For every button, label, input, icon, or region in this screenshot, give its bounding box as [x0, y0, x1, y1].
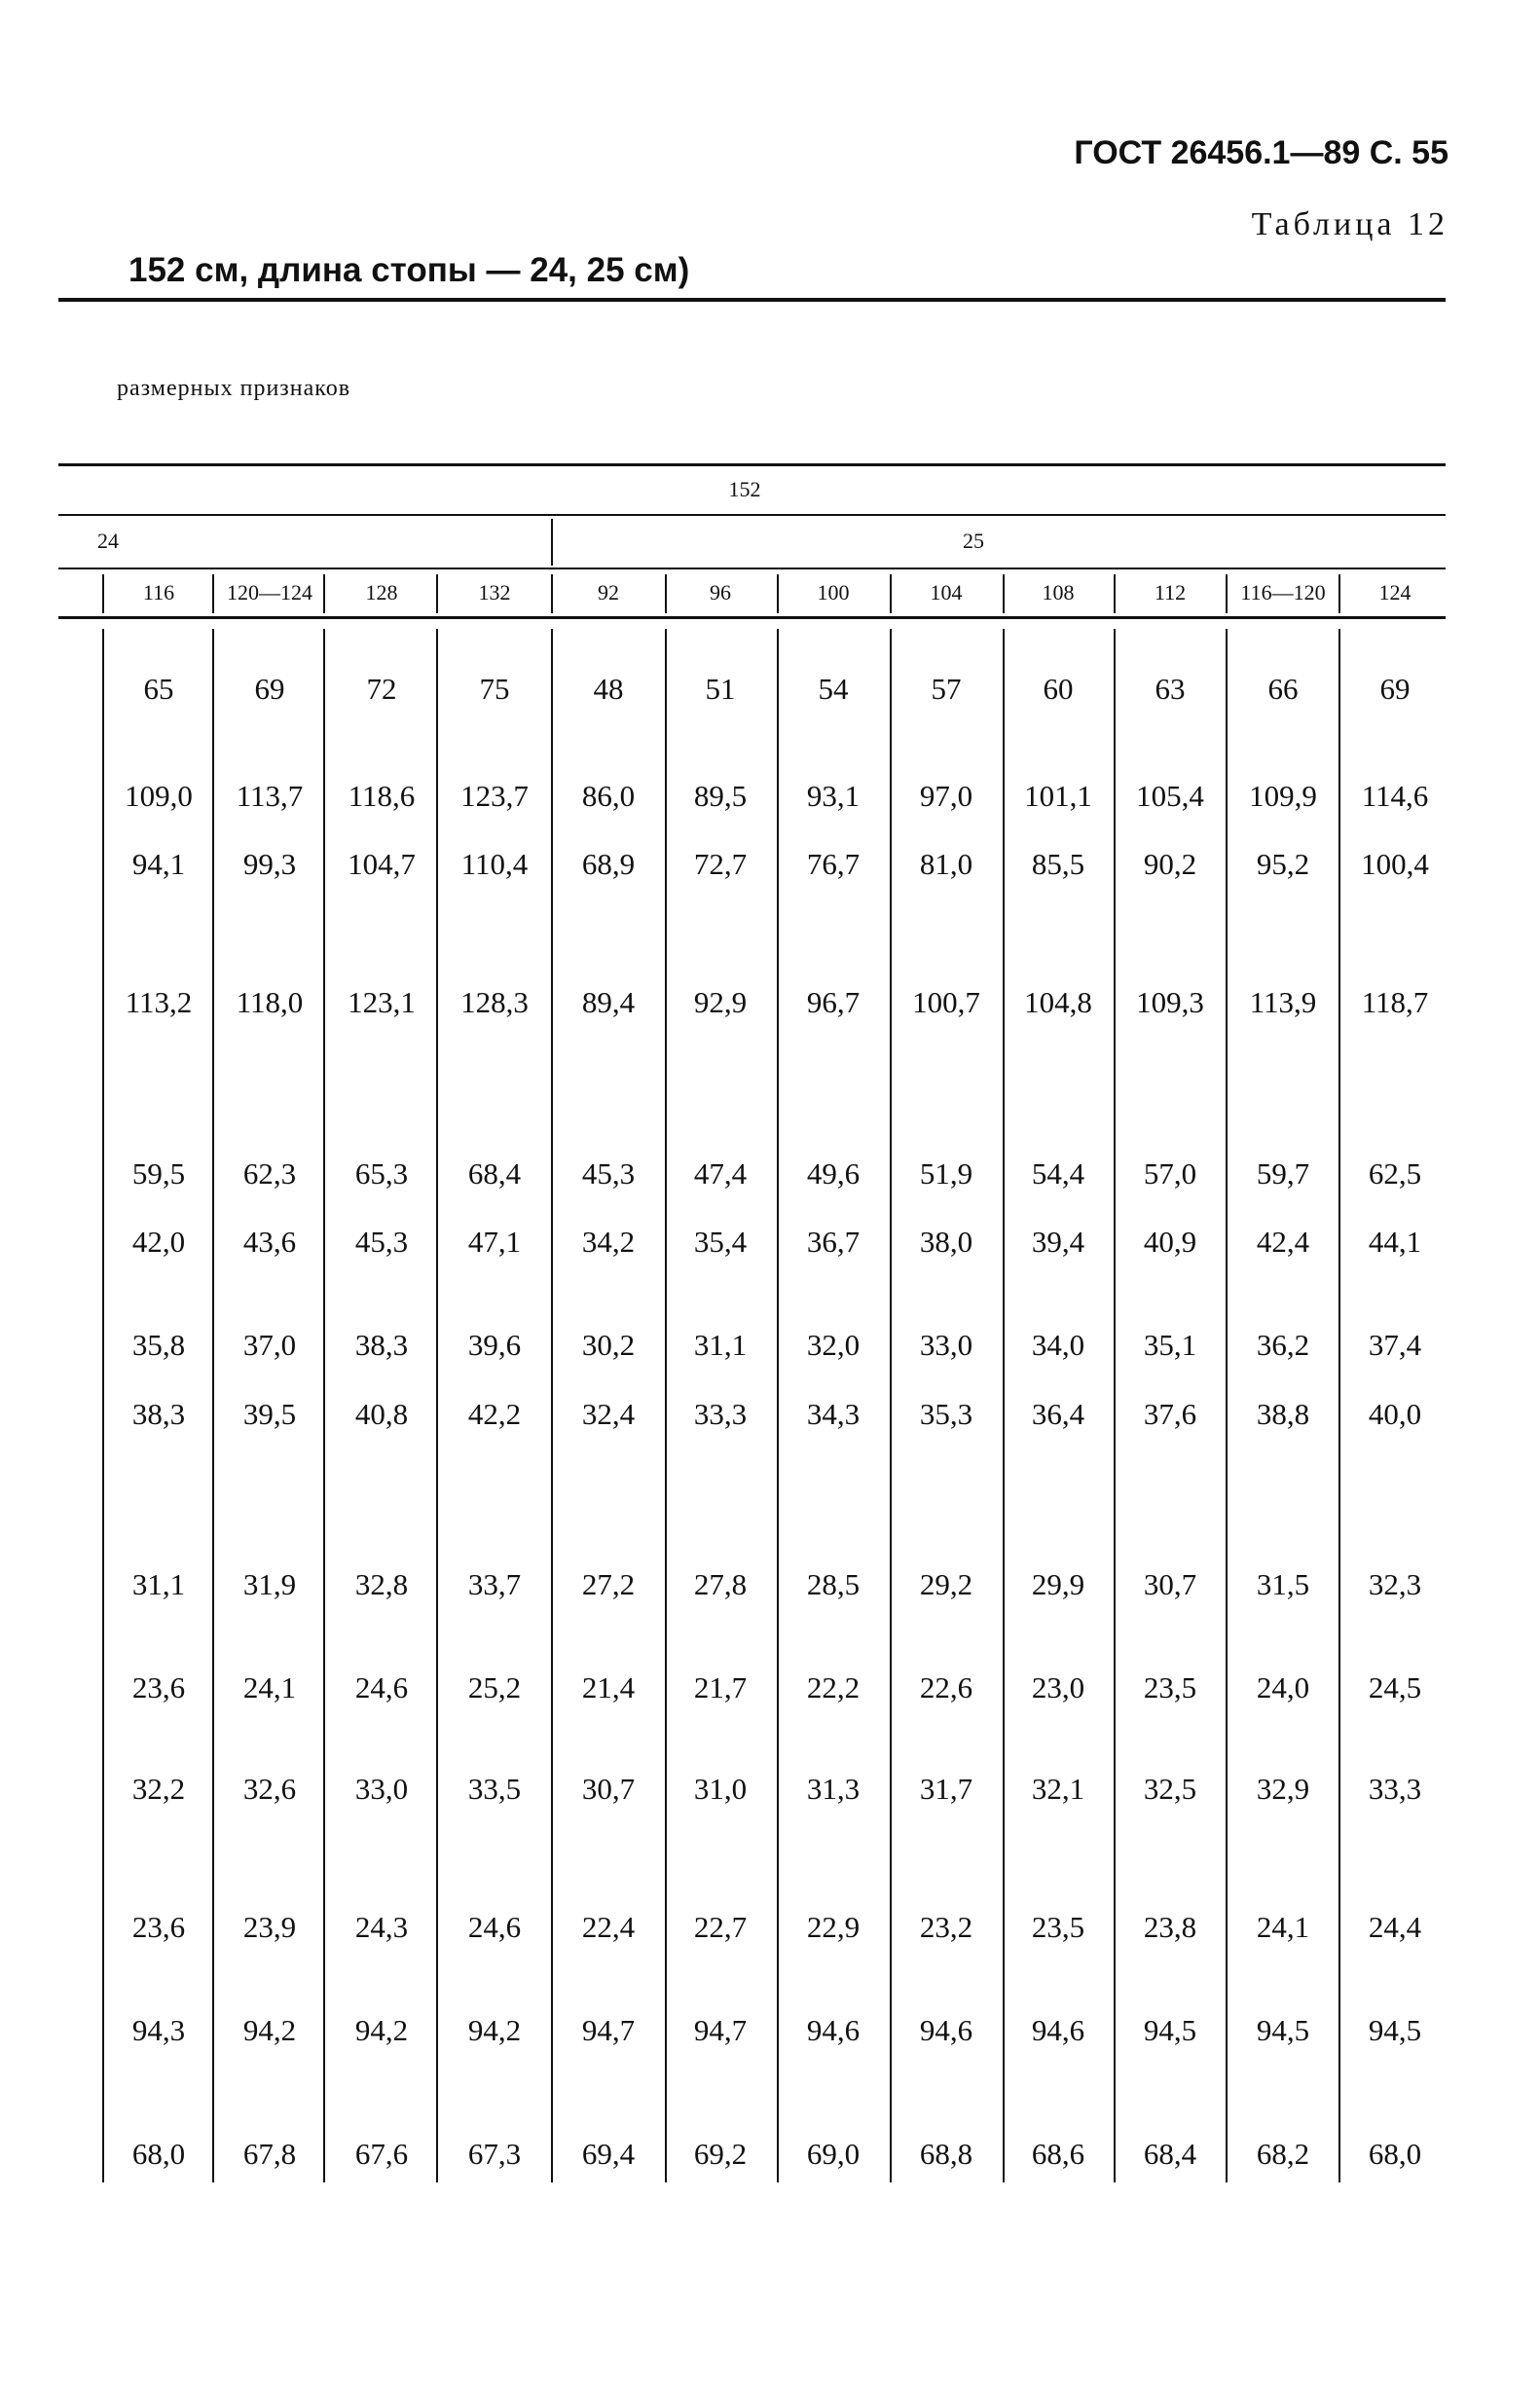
- table-cell: 94,6: [919, 2013, 973, 2047]
- table-cell: 68,2: [1256, 2137, 1310, 2171]
- table-cell: 24,5: [1368, 1670, 1422, 1704]
- table-cell: 110,4: [460, 847, 529, 881]
- table-cell: 22,2: [806, 1670, 861, 1704]
- table-cell: 54: [818, 672, 849, 706]
- table-cell: 23,0: [1031, 1670, 1085, 1704]
- table-cell: 39,4: [1031, 1225, 1085, 1259]
- table-cell: 94,6: [806, 2013, 861, 2047]
- table-cell: 118,0: [236, 985, 304, 1019]
- table-cell: 30,2: [581, 1328, 636, 1362]
- table-cell: 36,7: [806, 1225, 861, 1259]
- table-cell: 23,6: [131, 1910, 186, 1944]
- column-header-separator: [102, 574, 104, 613]
- table-cell: 68,8: [919, 2137, 973, 2171]
- table-cell: 22,4: [581, 1910, 636, 1944]
- table-cell: 68,0: [131, 2137, 186, 2171]
- table-cell: 62,5: [1368, 1156, 1422, 1191]
- column-header: 112: [1154, 580, 1187, 605]
- table-cell: 69,4: [581, 2137, 636, 2171]
- table-cell: 99,3: [242, 847, 297, 881]
- table-cell: 68,4: [1143, 2137, 1197, 2171]
- table-cell: 23,5: [1031, 1910, 1085, 1944]
- height-group-label: 152: [728, 477, 761, 501]
- table-cell: 118,7: [1361, 985, 1429, 1019]
- column-header-separator: [551, 574, 553, 613]
- table-cell: 37,0: [242, 1328, 297, 1362]
- table-cell: 23,9: [242, 1910, 297, 1944]
- table-cell: 42,2: [467, 1397, 522, 1431]
- table-cell: 47,4: [693, 1156, 748, 1191]
- table-cell: 72: [366, 672, 397, 706]
- table-cell: 36,2: [1256, 1328, 1310, 1362]
- table-cell: 32,1: [1031, 1772, 1085, 1806]
- table-cell: 29,2: [919, 1567, 973, 1601]
- header-rule-group: [58, 514, 1446, 516]
- table-cell: 72,7: [693, 847, 748, 881]
- table-cell: 34,2: [581, 1225, 636, 1259]
- column-header: 116—120: [1240, 580, 1326, 605]
- table-cell: 94,7: [581, 2013, 636, 2047]
- table-cell: 38,8: [1256, 1397, 1310, 1431]
- table-cell: 42,4: [1256, 1225, 1310, 1259]
- table-cell: 94,2: [467, 2013, 522, 2047]
- table-cell: 63: [1155, 672, 1186, 706]
- column-header: 108: [1042, 580, 1075, 605]
- table-cell: 123,7: [460, 779, 529, 813]
- table-cell: 24,6: [467, 1910, 522, 1944]
- table-cell: 68,0: [1368, 2137, 1422, 2171]
- table-cell: 94,5: [1143, 2013, 1197, 2047]
- table-cell: 38,3: [354, 1328, 409, 1362]
- table-cell: 34,3: [806, 1397, 861, 1431]
- table-cell: 35,1: [1143, 1328, 1197, 1362]
- table-cell: 128,3: [460, 985, 529, 1019]
- column-header-separator: [890, 574, 892, 613]
- column-header: 120—124: [227, 580, 312, 605]
- table-cell: 95,2: [1256, 847, 1310, 881]
- table-cell: 33,7: [467, 1567, 522, 1601]
- table-cell: 68,6: [1031, 2137, 1085, 2171]
- table-cell: 81,0: [919, 847, 973, 881]
- table-cell: 109,9: [1249, 779, 1317, 813]
- table-cell: 22,6: [919, 1670, 973, 1704]
- column-header-separator: [1338, 574, 1340, 613]
- column-header-separator: [1114, 574, 1116, 613]
- table-cell: 69,0: [806, 2137, 861, 2171]
- table-cell: 94,5: [1368, 2013, 1422, 2047]
- table-cell: 114,6: [1361, 779, 1429, 813]
- table-cell: 35,8: [131, 1328, 186, 1362]
- table-cell: 69,2: [693, 2137, 748, 2171]
- column-header: 92: [598, 580, 619, 605]
- foot-length-24: 24: [97, 529, 119, 553]
- table-cell: 32,9: [1256, 1772, 1310, 1806]
- table-cell: 34,0: [1031, 1328, 1085, 1362]
- table-cell: 94,1: [131, 847, 186, 881]
- table-cell: 24,4: [1368, 1910, 1422, 1944]
- table-cell: 35,4: [693, 1225, 748, 1259]
- table-cell: 38,0: [919, 1225, 973, 1259]
- table-cell: 28,5: [806, 1567, 861, 1601]
- table-cell: 24,3: [354, 1910, 409, 1944]
- table-cell: 59,5: [131, 1156, 186, 1191]
- table-cell: 31,1: [693, 1328, 748, 1362]
- table-cell: 32,4: [581, 1397, 636, 1431]
- table-cell: 51,9: [919, 1156, 973, 1191]
- table-cell: 24,1: [1256, 1910, 1310, 1944]
- table-cell: 90,2: [1143, 847, 1197, 881]
- table-cell: 92,9: [693, 985, 748, 1019]
- column-header-separator: [1003, 574, 1005, 613]
- table-cell: 32,5: [1143, 1772, 1197, 1806]
- table-cell: 104,7: [348, 847, 416, 881]
- column-header-separator: [436, 574, 438, 613]
- column-header: 100: [817, 580, 850, 605]
- table-cell: 42,0: [131, 1225, 186, 1259]
- table-cell: 22,7: [693, 1910, 748, 1944]
- header-rule-foot: [58, 568, 1446, 569]
- table-cell: 24,6: [354, 1670, 409, 1704]
- table-cell: 31,9: [242, 1567, 297, 1601]
- table-cell: 31,0: [693, 1772, 748, 1806]
- column-header: 128: [365, 580, 398, 605]
- table-cell: 21,4: [581, 1670, 636, 1704]
- column-header: 104: [930, 580, 963, 605]
- table-cell: 86,0: [581, 779, 636, 813]
- table-cell: 93,1: [806, 779, 861, 813]
- table-cell: 68,9: [581, 847, 636, 881]
- column-header-separator: [777, 574, 779, 613]
- table-cell: 38,3: [131, 1397, 186, 1431]
- table-cell: 67,3: [467, 2137, 522, 2171]
- page-subtitle: 152 см, длина стопы — 24, 25 см): [128, 251, 690, 289]
- table-cell: 32,6: [242, 1772, 297, 1806]
- table-cell: 45,3: [581, 1156, 636, 1191]
- table-cell: 59,7: [1256, 1156, 1310, 1191]
- table-cell: 31,7: [919, 1772, 973, 1806]
- table-cell: 40,9: [1143, 1225, 1197, 1259]
- table-cell: 31,3: [806, 1772, 861, 1806]
- table-cell: 37,6: [1143, 1397, 1197, 1431]
- table-cell: 67,8: [242, 2137, 297, 2171]
- table-cell: 35,3: [919, 1397, 973, 1431]
- table-cell: 32,8: [354, 1567, 409, 1601]
- table-cell: 30,7: [581, 1772, 636, 1806]
- table-cell: 30,7: [1143, 1567, 1197, 1601]
- table-cell: 27,8: [693, 1567, 748, 1601]
- table-cell: 23,8: [1143, 1910, 1197, 1944]
- table-cell: 57,0: [1143, 1156, 1197, 1191]
- table-cell: 57: [931, 672, 962, 706]
- table-cell: 85,5: [1031, 847, 1085, 881]
- table-cell: 113,2: [125, 985, 193, 1019]
- table-cell: 54,4: [1031, 1156, 1085, 1191]
- table-cell: 45,3: [354, 1225, 409, 1259]
- table-cell: 21,7: [693, 1670, 748, 1704]
- table-cell: 105,4: [1136, 779, 1204, 813]
- table-cell: 94,2: [242, 2013, 297, 2047]
- table-cell: 49,6: [806, 1156, 861, 1191]
- table-cell: 76,7: [806, 847, 861, 881]
- table-cell: 94,5: [1256, 2013, 1310, 2047]
- table-cell: 24,0: [1256, 1670, 1310, 1704]
- table-cell: 100,4: [1361, 847, 1429, 881]
- table-cell: 40,0: [1368, 1397, 1422, 1431]
- table-cell: 39,6: [467, 1328, 522, 1362]
- table-cell: 33,5: [467, 1772, 522, 1806]
- column-header-separator: [212, 574, 214, 613]
- table-cell: 47,1: [467, 1225, 522, 1259]
- table-cell: 36,4: [1031, 1397, 1085, 1431]
- table-cell: 43,6: [242, 1225, 297, 1259]
- column-header-separator: [323, 574, 325, 613]
- table-cell: 23,2: [919, 1910, 973, 1944]
- table-cell: 65: [143, 672, 174, 706]
- foot-length-25: 25: [963, 529, 984, 553]
- column-header-separator: [1226, 574, 1228, 613]
- column-header: 96: [710, 580, 731, 605]
- table-cell: 32,2: [131, 1772, 186, 1806]
- table-cell: 67,6: [354, 2137, 409, 2171]
- table-cell: 24,1: [242, 1670, 297, 1704]
- table-cell: 22,9: [806, 1910, 861, 1944]
- table-cell: 113,7: [236, 779, 304, 813]
- table-cell: 100,7: [912, 985, 980, 1019]
- table-cell: 33,3: [1368, 1772, 1422, 1806]
- table-cell: 23,6: [131, 1670, 186, 1704]
- table-cell: 69: [1379, 672, 1411, 706]
- table-cell: 40,8: [354, 1397, 409, 1431]
- table-cell: 94,6: [1031, 2013, 1085, 2047]
- table-cell: 104,8: [1024, 985, 1092, 1019]
- table-cell: 31,5: [1256, 1567, 1310, 1601]
- table-cell: 89,5: [693, 779, 748, 813]
- title-rule: [58, 298, 1446, 302]
- table-cell: 68,4: [467, 1156, 522, 1191]
- table-cell: 118,6: [348, 779, 416, 813]
- table-cell: 109,3: [1136, 985, 1204, 1019]
- table-cell: 32,3: [1368, 1567, 1422, 1601]
- table-caption: размерных признаков: [117, 376, 351, 401]
- column-header: 132: [478, 580, 511, 605]
- table-label: Таблица 12: [1251, 206, 1448, 242]
- table-cell: 31,1: [131, 1567, 186, 1601]
- table-cell: 94,3: [131, 2013, 186, 2047]
- header-rule-top: [58, 463, 1446, 466]
- column-header-separator: [665, 574, 667, 613]
- table-cell: 29,9: [1031, 1567, 1085, 1601]
- table-cell: 113,9: [1249, 985, 1317, 1019]
- column-header: 124: [1378, 580, 1412, 605]
- table-cell: 123,1: [348, 985, 416, 1019]
- table-cell: 33,0: [919, 1328, 973, 1362]
- table-cell: 75: [479, 672, 510, 706]
- table-cell: 48: [593, 672, 624, 706]
- table-cell: 37,4: [1368, 1328, 1422, 1362]
- header-rule-columns: [58, 616, 1446, 619]
- table-cell: 39,5: [242, 1397, 297, 1431]
- table-cell: 25,2: [467, 1670, 522, 1704]
- table-cell: 94,2: [354, 2013, 409, 2047]
- table-cell: 101,1: [1024, 779, 1092, 813]
- table-cell: 33,0: [354, 1772, 409, 1806]
- table-cell: 32,0: [806, 1328, 861, 1362]
- table-cell: 60: [1043, 672, 1074, 706]
- table-cell: 62,3: [242, 1156, 297, 1191]
- table-cell: 44,1: [1368, 1225, 1422, 1259]
- table-cell: 33,3: [693, 1397, 748, 1431]
- foot-length-divider: [551, 519, 553, 566]
- table-cell: 96,7: [806, 985, 861, 1019]
- table-cell: 69: [254, 672, 285, 706]
- table-cell: 109,0: [125, 779, 193, 813]
- table-cell: 97,0: [919, 779, 973, 813]
- table-cell: 51: [705, 672, 736, 706]
- table-cell: 89,4: [581, 985, 636, 1019]
- table-cell: 66: [1267, 672, 1299, 706]
- table-cell: 94,7: [693, 2013, 748, 2047]
- standard-reference: ГОСТ 26456.1—89 С. 55: [1074, 134, 1448, 171]
- column-header: 116: [142, 580, 175, 605]
- table-cell: 27,2: [581, 1567, 636, 1601]
- table-cell: 23,5: [1143, 1670, 1197, 1704]
- table-cell: 65,3: [354, 1156, 409, 1191]
